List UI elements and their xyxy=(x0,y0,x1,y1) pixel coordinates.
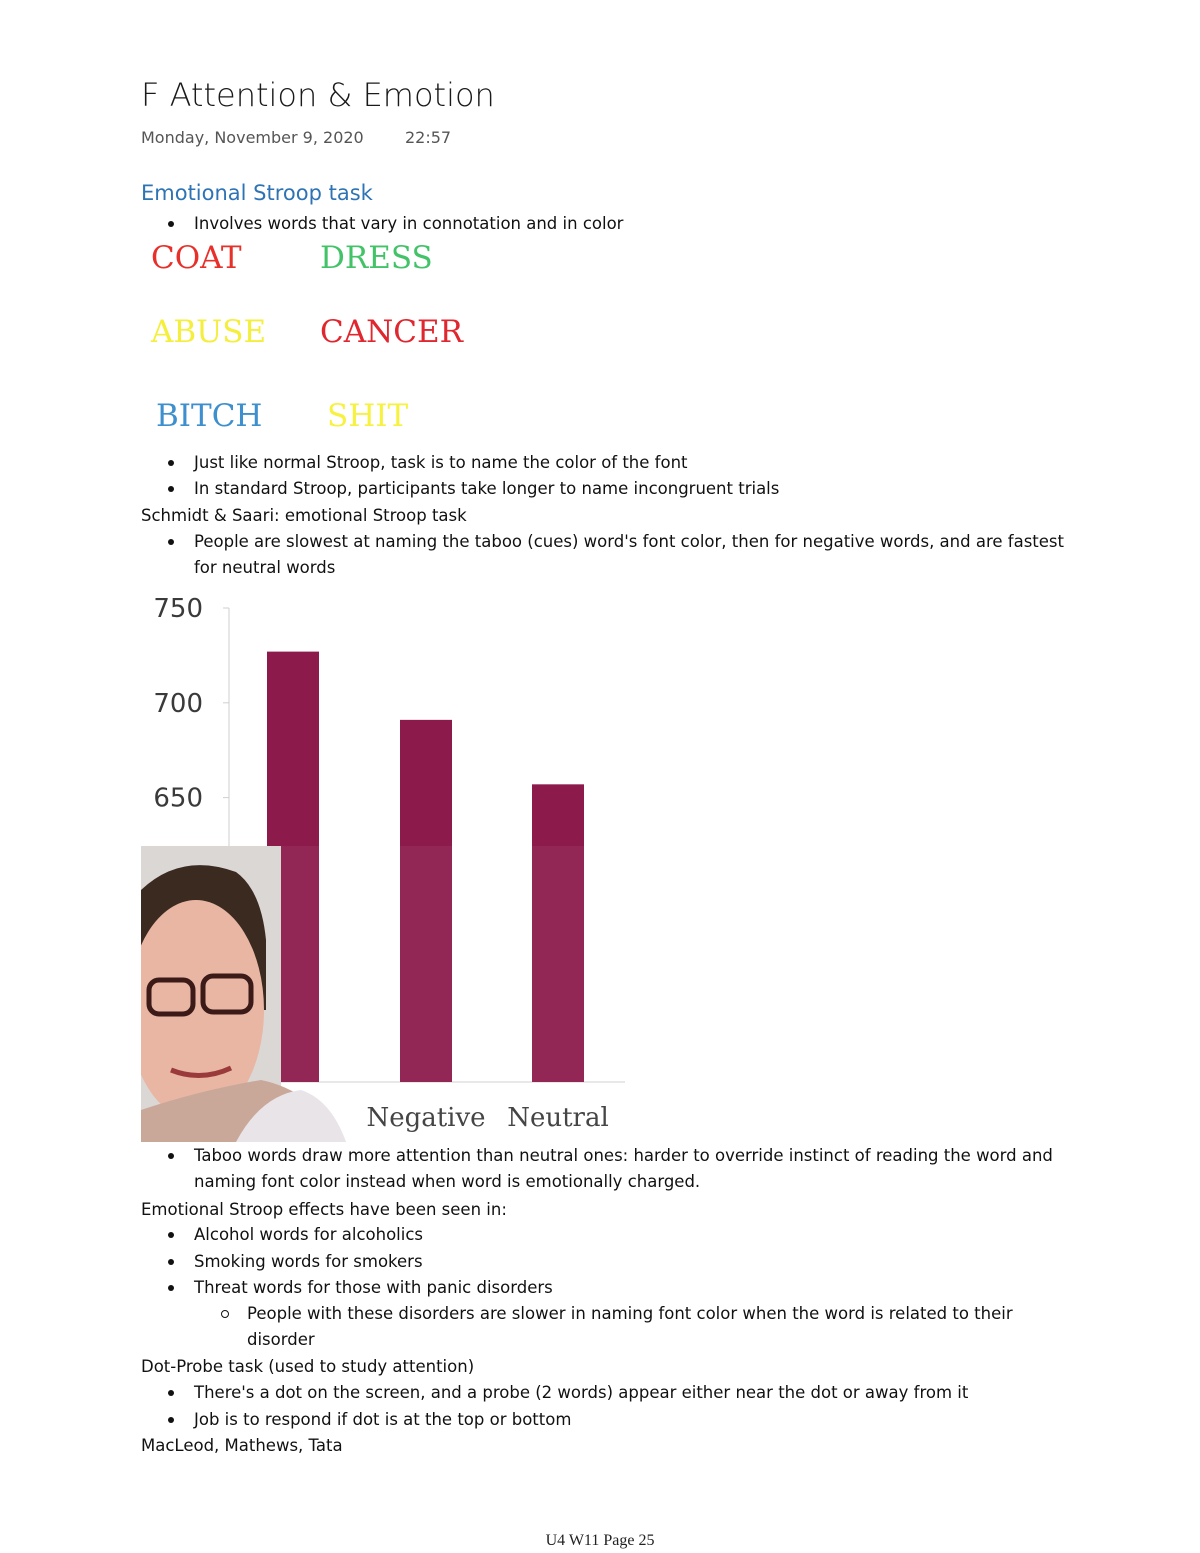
effects-label: Emotional Stroop effects have been seen in: xyxy=(141,1200,507,1219)
list-item xyxy=(194,529,1064,581)
stroop-word: DRESS xyxy=(320,240,433,276)
bullet-icon xyxy=(168,1285,174,1291)
stroop-word: COAT xyxy=(151,240,242,276)
bullet-text: Threat words for those with panic disorders xyxy=(194,1278,553,1297)
bullet-icon xyxy=(168,539,174,545)
bullet-icon xyxy=(168,221,174,227)
list-item xyxy=(194,211,1074,237)
bullet-text: People are slowest at naming the taboo (cues) word's font color, then for negative words, and are fastest for neutral words xyxy=(194,532,1064,577)
bullet-text: People with these disorders are slower in naming font color when the word is related to their disorder xyxy=(247,1304,1013,1349)
page-footer: U4 W11 Page 25 xyxy=(545,1532,655,1549)
list-item xyxy=(194,450,1074,476)
authors-label: MacLeod, Mathews, Tata xyxy=(141,1436,343,1455)
bullet-text: Taboo words draw more attention than neutral ones: harder to override instinct of reading the word and naming font color instead when word is emotionally charged. xyxy=(194,1146,1053,1191)
bullet-icon xyxy=(168,486,174,492)
dot-probe-label: Dot-Probe task (used to study attention) xyxy=(141,1357,475,1376)
bullet-text: In standard Stroop, participants take longer to name incongruent trials xyxy=(194,479,780,498)
bullet-text: Alcohol words for alcoholics xyxy=(194,1225,424,1244)
bullet-text: There's a dot on the screen, and a probe (2 words) appear either near the dot or away from it xyxy=(194,1383,969,1402)
bullet-icon xyxy=(168,1390,174,1396)
study-label: Schmidt & Saari: emotional Stroop task xyxy=(141,506,467,525)
note-date: Monday, November 9, 2020 xyxy=(141,128,364,147)
y-tick-label: 650 xyxy=(153,783,203,814)
bar-chart xyxy=(141,590,631,1142)
list-item xyxy=(194,1380,1074,1406)
stroop-word: CANCER xyxy=(320,314,463,350)
x-tick-label: Negative xyxy=(366,1103,486,1133)
list-item xyxy=(194,1143,1054,1195)
page-title: F Attention & Emotion xyxy=(141,76,495,114)
list-item xyxy=(194,1275,1074,1301)
list-item xyxy=(194,1222,1074,1248)
stroop-word: SHIT xyxy=(327,398,409,434)
bullet-text: Involves words that vary in connotation and in color xyxy=(194,214,624,233)
bullet-text: Smoking words for smokers xyxy=(194,1252,423,1271)
bullet-icon xyxy=(168,1232,174,1238)
bullet-text: Just like normal Stroop, task is to name the color of the font xyxy=(194,453,688,472)
note-time: 22:57 xyxy=(405,128,452,147)
bullet-icon xyxy=(168,1153,174,1159)
bullet-icon xyxy=(168,1417,174,1423)
x-tick-label: Neutral xyxy=(507,1103,609,1133)
y-tick-label: 750 xyxy=(153,594,203,624)
list-item xyxy=(194,1249,1074,1275)
sub-list-item xyxy=(247,1301,1037,1353)
bullet-icon xyxy=(168,460,174,466)
bullet-icon xyxy=(168,1259,174,1265)
section-heading: Emotional Stroop task xyxy=(141,181,373,205)
bullet-text: Job is to respond if dot is at the top or bottom xyxy=(194,1410,572,1429)
stroop-word: ABUSE xyxy=(151,314,267,350)
stroop-word: BITCH xyxy=(156,398,263,434)
list-item xyxy=(194,1407,1074,1433)
sub-bullet-icon xyxy=(221,1310,229,1318)
y-tick-label: 700 xyxy=(153,688,203,719)
presenter-video-overlay xyxy=(141,846,631,1142)
list-item xyxy=(194,476,1074,502)
